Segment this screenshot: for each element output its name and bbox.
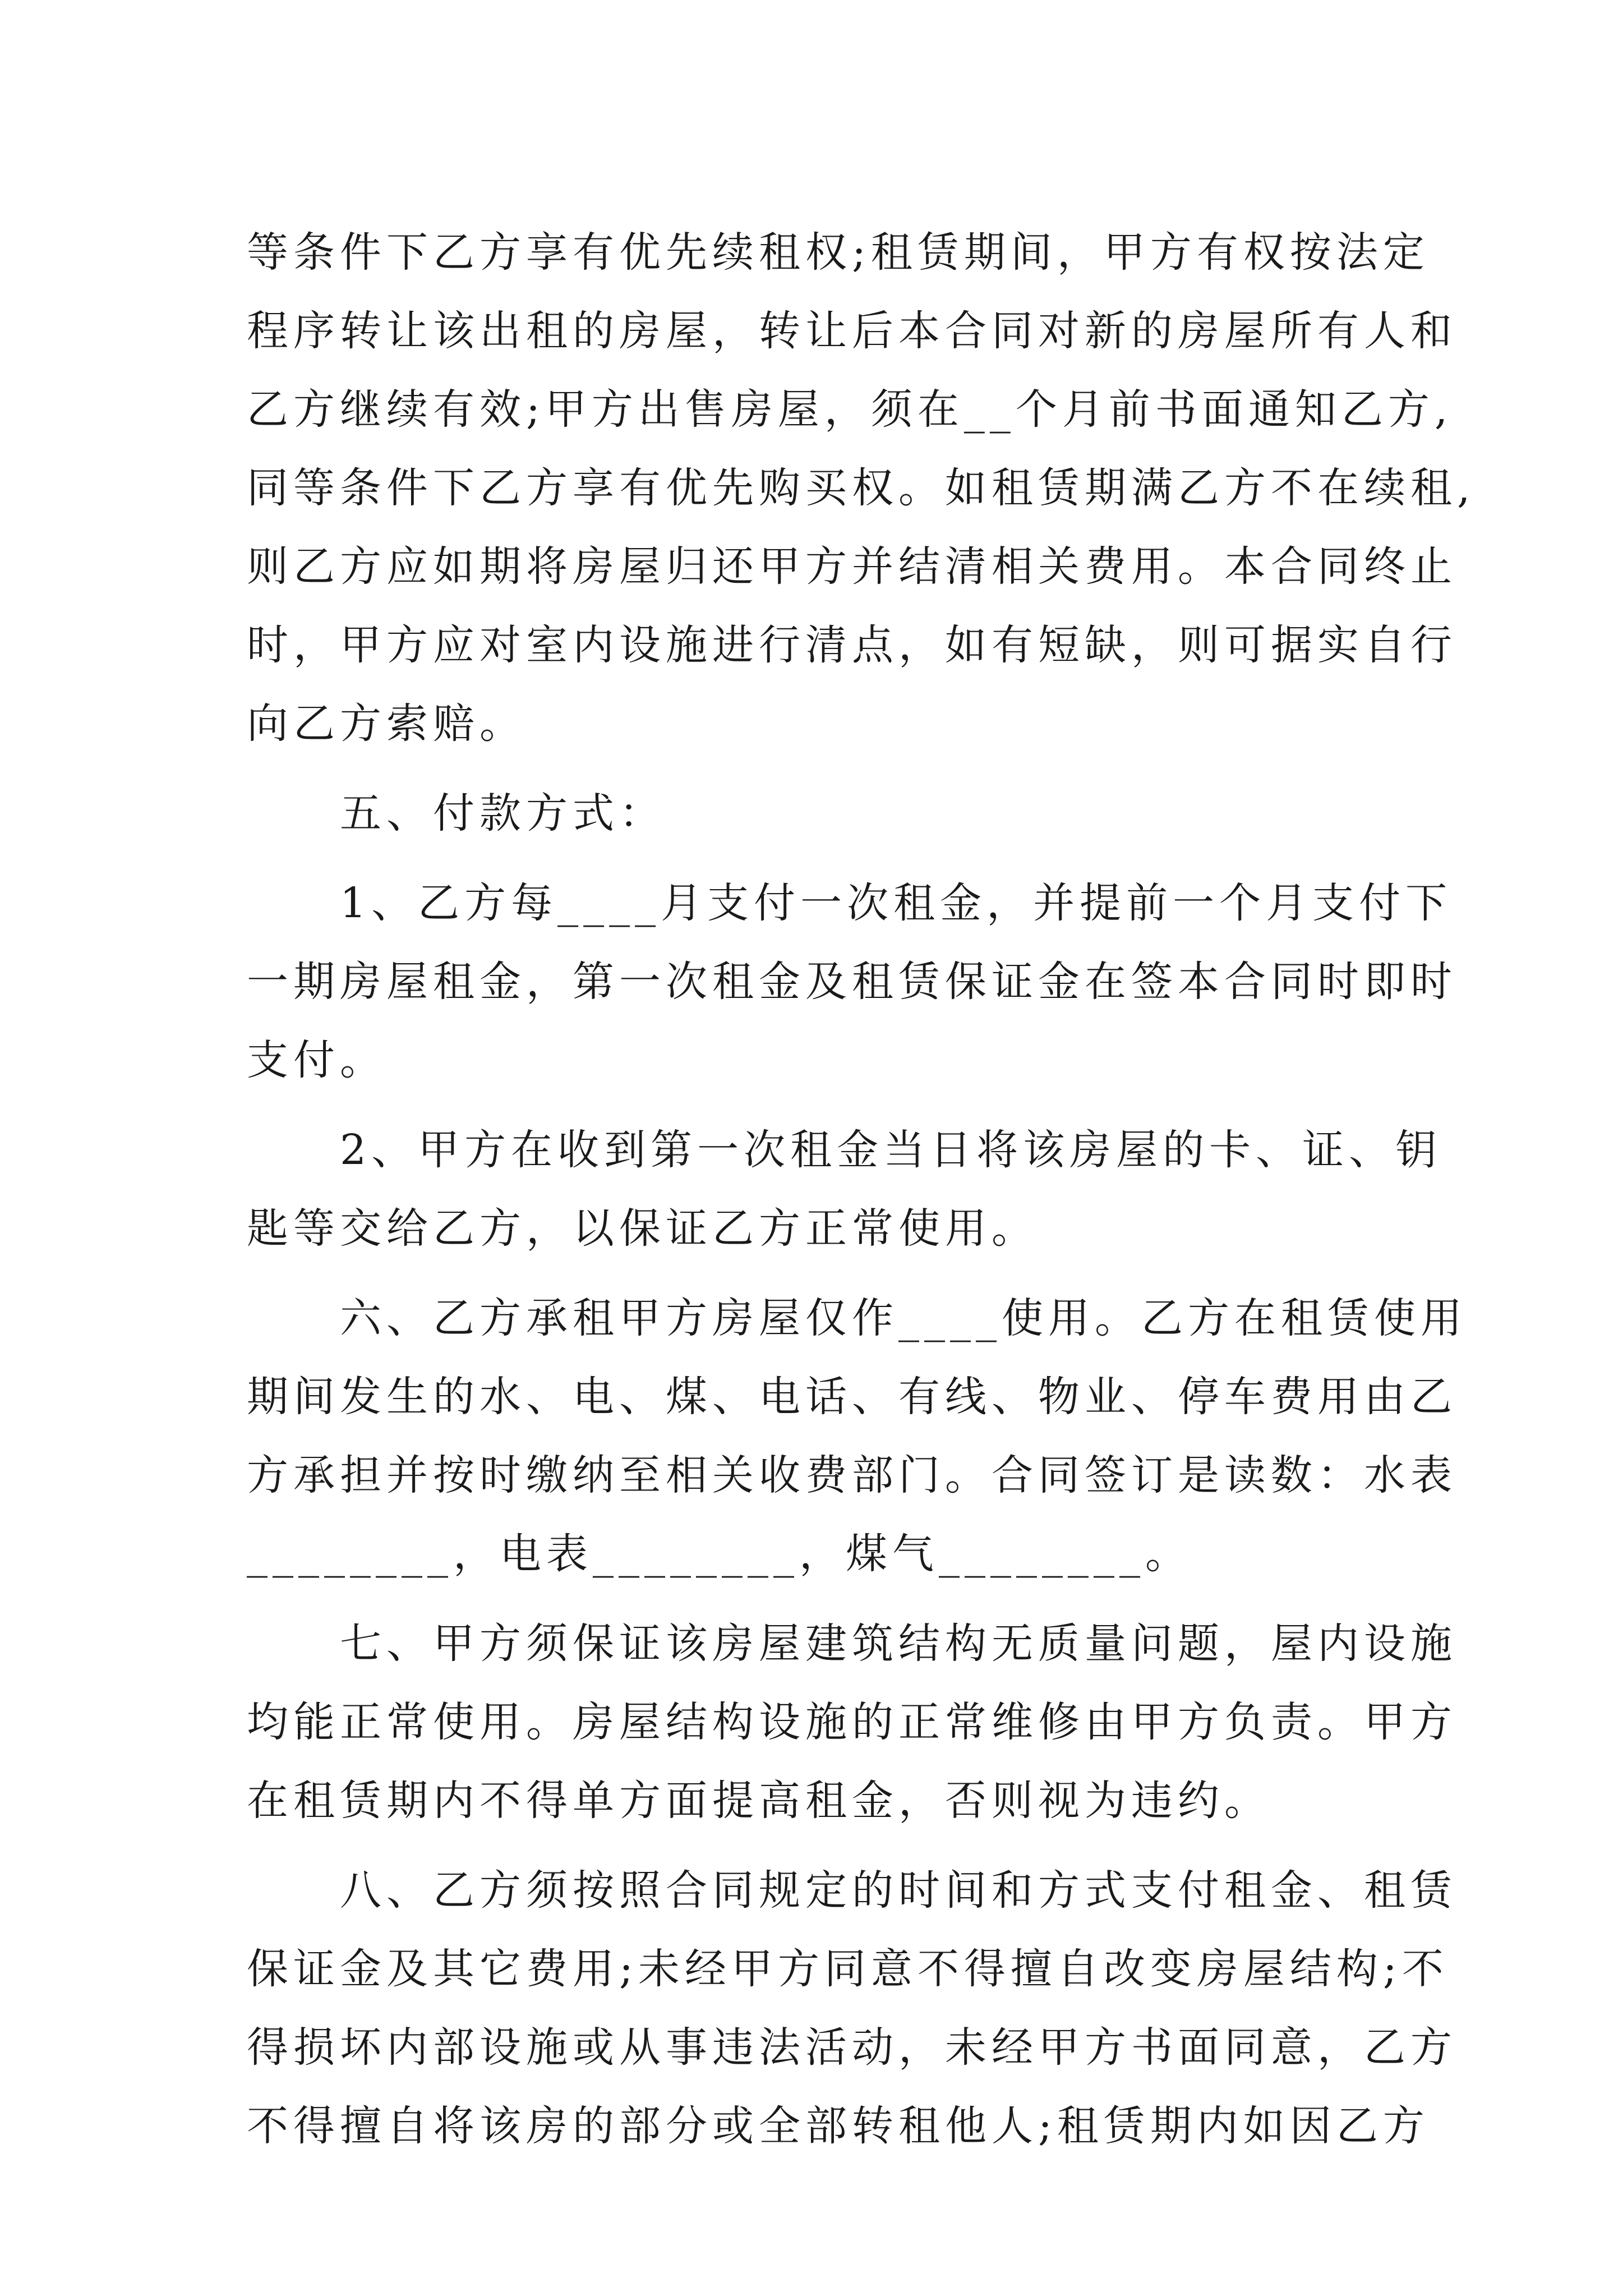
text-line: 方承担并按时缴纳至相关收费部门。合同签订是读数：水表 bbox=[247, 1451, 1457, 1499]
section-heading: 五、付款方式： bbox=[247, 789, 666, 838]
text-line: 匙等交给乙方，以保证乙方正常使用。 bbox=[247, 1204, 1038, 1253]
text-line: 1、乙方每____月支付一次租金，并提前一个月支付下 bbox=[247, 879, 1453, 927]
text-line: 六、乙方承租甲方房屋仅作____使用。乙方在租赁使用 bbox=[247, 1294, 1467, 1342]
paragraph-spacer bbox=[247, 1840, 1391, 1851]
text-line: 支付。 bbox=[247, 1036, 386, 1084]
text-line: 2、甲方在收到第一次租金当日将该房屋的卡、证、钥 bbox=[247, 1126, 1442, 1174]
paragraph-spacer bbox=[247, 1268, 1391, 1279]
text-line: 不得擅自将该房的部分或全部转租他人;租赁期内如因乙方 bbox=[247, 2102, 1430, 2150]
text-line: 保证金及其它费用;未经甲方同意不得擅自改变房屋结构;不 bbox=[247, 1945, 1449, 1993]
text-line: ________，电表________，煤气________。 bbox=[247, 1530, 1192, 1578]
text-line: 七、甲方须保证该房屋建筑结构无质量问题，屋内设施 bbox=[247, 1619, 1457, 1668]
text-line: 向乙方索赔。 bbox=[247, 700, 526, 748]
paragraph-spacer bbox=[247, 1099, 1391, 1111]
text-line: 等条件下乙方享有优先续租权;租赁期间，甲方有权按法定 bbox=[247, 228, 1430, 277]
text-line: 得损坏内部设施或从事违法活动，未经甲方书面同意，乙方 bbox=[247, 2023, 1457, 2072]
text-line: 期间发生的水、电、煤、电话、有线、物业、停车费用由乙 bbox=[247, 1373, 1457, 1421]
paragraph-spacer bbox=[247, 1593, 1391, 1604]
text-line: 时，甲方应对室内设施进行清点，如有短缺，则可据实自行 bbox=[247, 621, 1457, 669]
document-body bbox=[247, 213, 1476, 2165]
text-line: 在租赁期内不得单方面提高租金，否则视为违约。 bbox=[247, 1777, 1271, 1825]
text-line: 则乙方应如期将房屋归还甲方并结清相关费用。本合同终止 bbox=[247, 542, 1457, 591]
text-line: 一期房屋租金，第一次租金及租赁保证金在签本合同时即时 bbox=[247, 958, 1457, 1006]
text-line: 乙方继续有效;甲方出售房屋，须在__个月前书面通知乙方, bbox=[247, 385, 1453, 434]
text-line: 八、乙方须按照合同规定的时间和方式支付租金、租赁 bbox=[247, 1866, 1457, 1915]
text-line: 均能正常使用。房屋结构设施的正常维修由甲方负责。甲方 bbox=[247, 1698, 1457, 1746]
text-line: 同等条件下乙方享有优先购买权。如租赁期满乙方不在续租, bbox=[247, 464, 1476, 512]
paragraph-spacer bbox=[247, 853, 1391, 864]
text-line: 程序转让该出租的房屋，转让后本合同对新的房屋所有人和 bbox=[247, 307, 1457, 355]
paragraph-spacer bbox=[247, 763, 1391, 774]
